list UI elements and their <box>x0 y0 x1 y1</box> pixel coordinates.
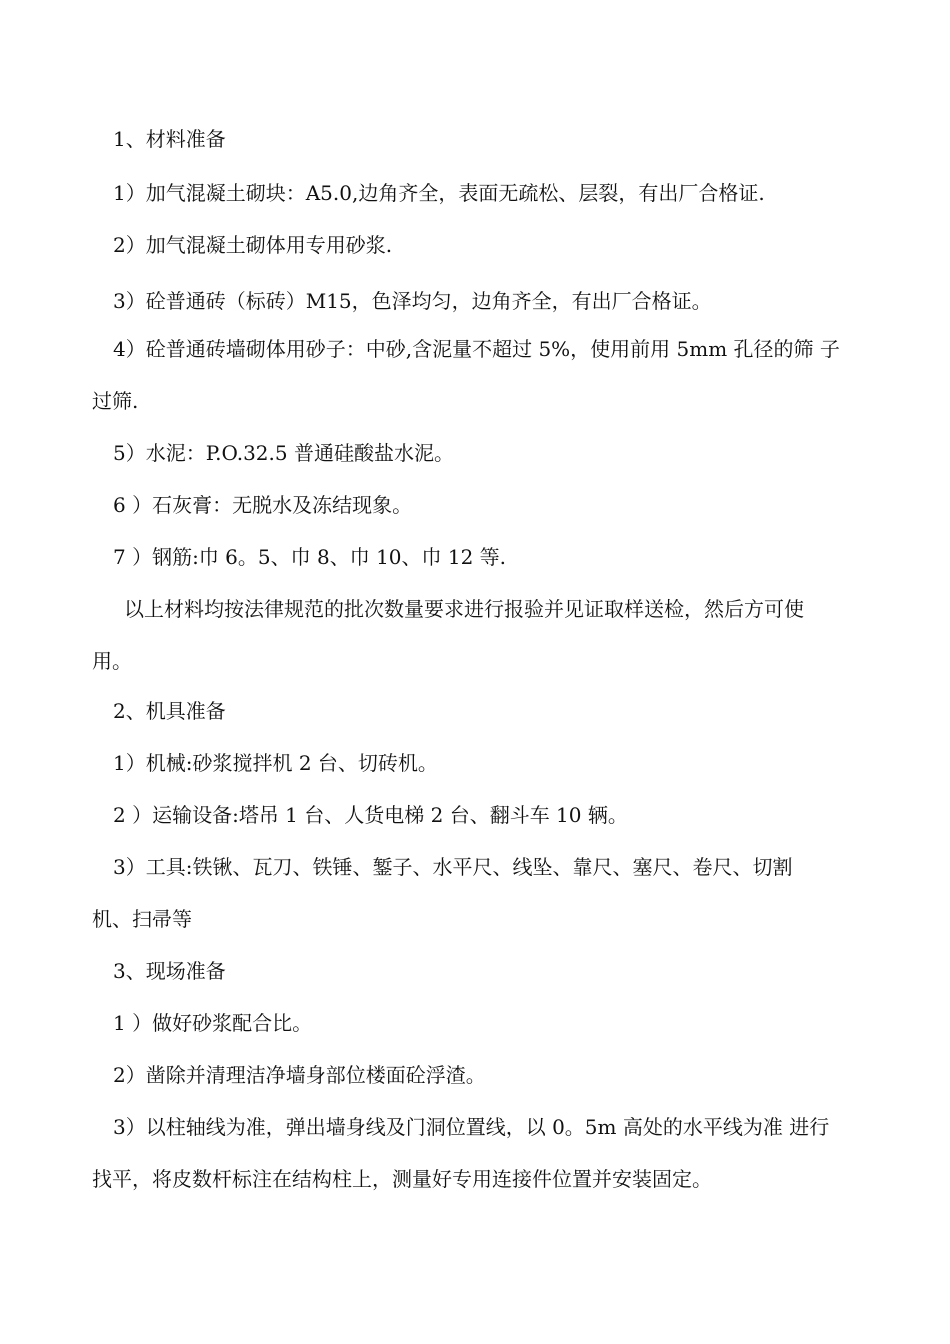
paragraph-line: 找平，将皮数杆标注在结构柱上，测量好专用连接件位置并安装固定。 <box>92 1167 712 1191</box>
paragraph-line: 用。 <box>92 649 132 673</box>
section-heading-site: 3、现场准备 <box>113 959 226 983</box>
paragraph-line: 机、扫帚等 <box>92 907 192 931</box>
paragraph-line: 过筛. <box>92 389 139 413</box>
paragraph-line: 3）以柱轴线为准，弹出墙身线及门洞位置线，以 0。5m 高处的水平线为准 进行 <box>113 1115 830 1139</box>
paragraph-line: 3）砼普通砖（标砖）M15，色泽均匀，边角齐全，有出厂合格证。 <box>113 289 712 313</box>
paragraph-line: 1）机械:砂浆搅拌机 2 台、切砖机。 <box>113 751 438 775</box>
paragraph-line: 3）工具:铁锹、瓦刀、铁锤、錾子、水平尺、线坠、靠尺、塞尺、卷尺、切割 <box>113 855 793 879</box>
paragraph-line: 2）凿除并清理洁净墙身部位楼面砼浮渣。 <box>113 1063 486 1087</box>
paragraph-line: 以上材料均按法律规范的批次数量要求进行报验并见证取样送检，然后方可使 <box>124 597 804 621</box>
paragraph-line: 5）水泥：P.O.32.5 普通硅酸盐水泥。 <box>113 441 454 465</box>
paragraph-line: 2 ）运输设备:塔吊 1 台、人货电梯 2 台、翻斗车 10 辆。 <box>113 803 628 827</box>
section-heading-equipment: 2、机具准备 <box>113 699 226 723</box>
paragraph-line: 6 ）石灰膏：无脱水及冻结现象。 <box>113 493 413 517</box>
paragraph-line: 1）加气混凝土砌块：A5.0,边角齐全，表面无疏松、层裂，有出厂合格证. <box>113 181 765 205</box>
section-heading-materials: 1、材料准备 <box>113 127 226 151</box>
paragraph-line: 4）砼普通砖墙砌体用砂子：中砂,含泥量不超过 5%，使用前用 5mm 孔径的筛 子 <box>113 337 840 361</box>
paragraph-line: 1 ）做好砂浆配合比。 <box>113 1011 313 1035</box>
paragraph-line: 7 ）钢筋:巾 6。5、巾 8、巾 10、巾 12 等. <box>113 545 507 569</box>
paragraph-line: 2）加气混凝土砌体用专用砂浆. <box>113 233 393 257</box>
